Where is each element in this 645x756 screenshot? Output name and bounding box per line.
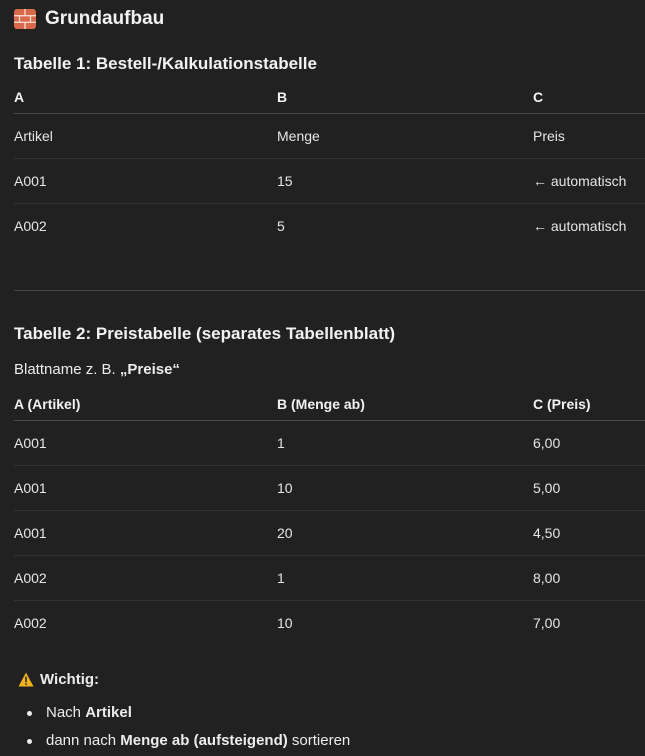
table-cell: 1 — [277, 421, 533, 466]
warning-icon — [18, 672, 34, 687]
table-cell: ← automatisch — [533, 159, 645, 204]
section-heading — [14, 8, 164, 30]
table-row — [14, 556, 645, 601]
list-item — [46, 728, 350, 756]
table-cell: Menge — [277, 114, 533, 159]
important-label: Wichtig: — [40, 671, 100, 688]
table-cell: 8,00 — [533, 556, 645, 601]
table-header-row — [14, 81, 645, 114]
table-cell: Preis — [533, 114, 645, 159]
table-cell: A002 — [14, 556, 277, 601]
table-row — [14, 466, 645, 511]
table-row — [14, 511, 645, 556]
table2-title: Tabelle 2: Preistabelle (separates Tabellenblatt) — [14, 324, 396, 343]
sheet-name-prefix: Blattname z. B. — [14, 361, 120, 378]
table-cell: A001 — [14, 421, 277, 466]
table1-title: Tabelle 1: Bestell-/Kalkulationstabelle — [14, 54, 317, 73]
list-item-text: dann nach — [46, 732, 121, 749]
table-row — [14, 421, 645, 466]
table-cell: A001 — [14, 466, 277, 511]
table-cell: 10 — [277, 615, 293, 631]
table-cell: 6,00 — [533, 421, 645, 466]
column-header: B (Menge ab) — [277, 388, 533, 421]
list-item-emphasis: Artikel — [85, 704, 132, 721]
table-cell: Artikel — [14, 114, 277, 159]
table-cell: 7,00 — [533, 615, 561, 631]
list-item — [46, 700, 350, 728]
list-item-text: sortieren — [287, 732, 351, 749]
column-header: B — [277, 81, 533, 114]
sheet-name: „Preise“ — [119, 361, 180, 378]
list-item-text: Nach — [46, 704, 86, 721]
table-row — [14, 601, 645, 646]
table-cell: A001 — [14, 159, 277, 204]
table-row — [14, 204, 645, 249]
sort-instructions — [14, 700, 350, 756]
section-heading-text: Grundaufbau — [45, 8, 165, 29]
table-cell: 20 — [277, 511, 533, 556]
column-header: C — [533, 81, 645, 114]
column-header: A — [14, 81, 277, 114]
table-cell: A002 — [14, 218, 47, 234]
divider — [14, 290, 645, 291]
table-cell: ← automatisch — [533, 218, 627, 234]
sheet-name-note — [14, 361, 180, 378]
important-heading — [18, 671, 99, 688]
table-cell: 5 — [277, 218, 285, 234]
table-row — [14, 114, 645, 159]
list-item-emphasis: Menge ab (aufsteigend) — [120, 732, 288, 749]
table-row — [14, 159, 645, 204]
table-cell: 1 — [277, 556, 533, 601]
table-cell: A001 — [14, 511, 277, 556]
price-table — [14, 388, 645, 645]
table-cell: 4,50 — [533, 511, 645, 556]
column-header: A (Artikel) — [14, 388, 277, 421]
table-cell: 5,00 — [533, 466, 645, 511]
table-cell: 10 — [277, 466, 533, 511]
brick-icon — [14, 9, 36, 29]
table-cell: A002 — [14, 615, 47, 631]
column-header: C (Preis) — [533, 388, 645, 421]
table-cell: 15 — [277, 159, 533, 204]
table-header-row — [14, 388, 645, 421]
order-table — [14, 81, 645, 248]
